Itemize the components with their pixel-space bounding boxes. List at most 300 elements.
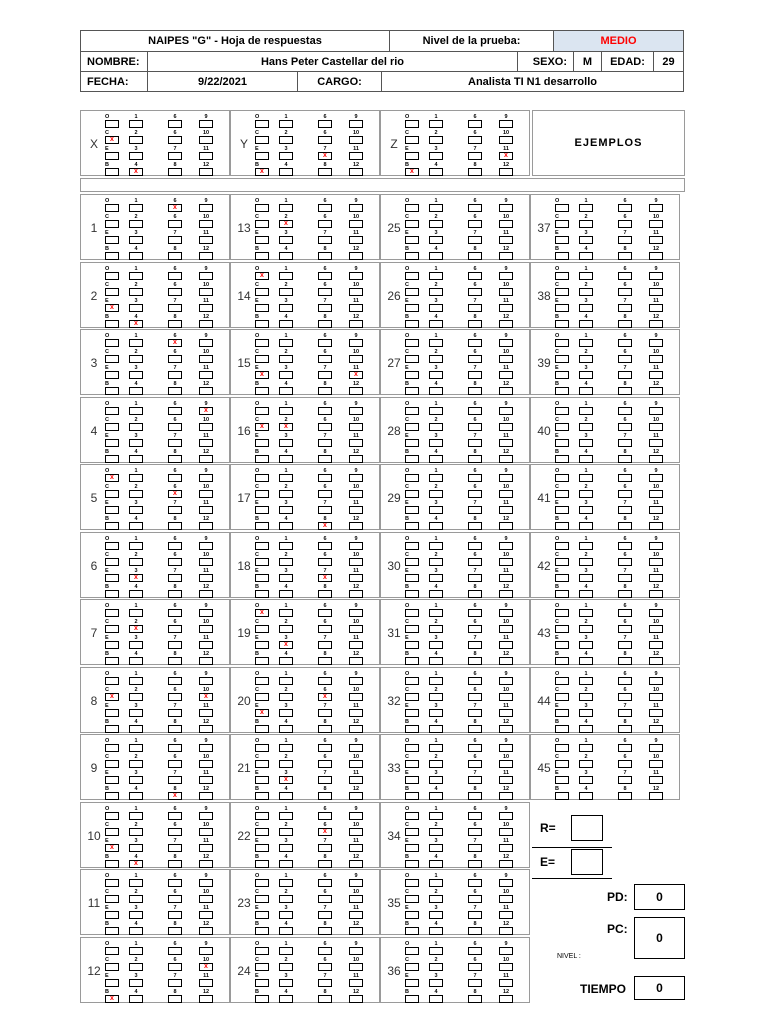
option-box[interactable] [468, 911, 482, 919]
option-box[interactable] [129, 947, 143, 955]
option-box[interactable] [349, 725, 363, 733]
option-box[interactable] [405, 339, 419, 347]
option-box[interactable] [168, 542, 182, 550]
option-box[interactable] [199, 522, 213, 530]
option-box[interactable] [499, 812, 513, 820]
option-box[interactable] [618, 407, 632, 415]
option-box[interactable] [279, 947, 293, 955]
option-box[interactable] [105, 204, 119, 212]
option-box[interactable] [168, 828, 182, 836]
option-box[interactable] [168, 947, 182, 955]
option-box[interactable] [199, 709, 213, 717]
option-box[interactable] [279, 272, 293, 280]
option-box[interactable] [468, 641, 482, 649]
option-box[interactable] [199, 506, 213, 514]
option-box[interactable] [429, 371, 443, 379]
option-box[interactable] [349, 693, 363, 701]
option-box[interactable] [349, 522, 363, 530]
option-box[interactable] [255, 895, 269, 903]
option-box[interactable] [349, 236, 363, 244]
option-box[interactable] [468, 979, 482, 987]
option-box[interactable] [105, 168, 119, 176]
option-box[interactable] [579, 455, 593, 463]
option-box[interactable] [499, 506, 513, 514]
option-box[interactable] [405, 776, 419, 784]
option-box[interactable] [618, 522, 632, 530]
option-box[interactable] [105, 220, 119, 228]
option-box[interactable] [349, 387, 363, 395]
option-box[interactable] [579, 641, 593, 649]
option-box[interactable] [649, 709, 663, 717]
option-box[interactable] [129, 979, 143, 987]
option-box[interactable] [318, 455, 332, 463]
option-box[interactable] [168, 725, 182, 733]
option-box[interactable] [105, 677, 119, 685]
option-box[interactable] [468, 423, 482, 431]
option-box[interactable] [579, 574, 593, 582]
option-box[interactable] [555, 625, 569, 633]
option-box[interactable] [199, 812, 213, 820]
option-box[interactable] [255, 590, 269, 598]
option-box[interactable] [168, 812, 182, 820]
option-box[interactable] [618, 320, 632, 328]
option-box[interactable] [618, 204, 632, 212]
option-box[interactable] [555, 252, 569, 260]
option-box[interactable] [429, 355, 443, 363]
option-box[interactable] [255, 320, 269, 328]
option-box[interactable] [129, 439, 143, 447]
option-box[interactable] [499, 895, 513, 903]
option-box[interactable] [255, 677, 269, 685]
option-box[interactable] [199, 574, 213, 582]
option-box[interactable] [468, 927, 482, 935]
option-box[interactable] [649, 744, 663, 752]
option-box[interactable] [129, 709, 143, 717]
option-box[interactable] [429, 272, 443, 280]
option-box[interactable] [429, 677, 443, 685]
option-box[interactable] [579, 288, 593, 296]
option-box[interactable] [279, 252, 293, 260]
option-box[interactable] [318, 355, 332, 363]
option-box[interactable] [349, 760, 363, 768]
option-box[interactable] [129, 927, 143, 935]
option-box[interactable] [129, 776, 143, 784]
option-box[interactable] [105, 506, 119, 514]
option-box[interactable] [579, 725, 593, 733]
option-box[interactable] [468, 272, 482, 280]
option-box[interactable] [555, 522, 569, 530]
option-box[interactable] [349, 792, 363, 800]
option-box[interactable] [499, 220, 513, 228]
option-box[interactable] [579, 387, 593, 395]
option-box[interactable] [318, 168, 332, 176]
option-box[interactable] [618, 236, 632, 244]
option-box[interactable] [429, 252, 443, 260]
option-box[interactable] [129, 744, 143, 752]
option-box[interactable] [349, 625, 363, 633]
option-box[interactable] [555, 609, 569, 617]
option-box[interactable] [579, 423, 593, 431]
option-box[interactable] [579, 657, 593, 665]
option-box[interactable] [468, 625, 482, 633]
option-box[interactable] [468, 609, 482, 617]
option-box[interactable] [405, 506, 419, 514]
option-box[interactable] [199, 725, 213, 733]
option-box[interactable] [255, 474, 269, 482]
option-box[interactable] [649, 355, 663, 363]
option-box[interactable] [499, 120, 513, 128]
option-box[interactable] [168, 625, 182, 633]
option-box[interactable] [168, 927, 182, 935]
option-box[interactable] [255, 760, 269, 768]
option-box[interactable] [129, 792, 143, 800]
option-box[interactable] [105, 120, 119, 128]
option-box[interactable] [255, 439, 269, 447]
option-box[interactable] [255, 387, 269, 395]
option-box[interactable] [429, 236, 443, 244]
option-box[interactable] [255, 828, 269, 836]
option-box[interactable] [429, 963, 443, 971]
option-box[interactable] [199, 911, 213, 919]
option-box[interactable] [429, 844, 443, 852]
option-box[interactable] [405, 542, 419, 550]
option-box[interactable] [429, 641, 443, 649]
option-box[interactable] [318, 911, 332, 919]
option-box[interactable] [429, 455, 443, 463]
option-box[interactable] [429, 120, 443, 128]
option-box[interactable] [255, 455, 269, 463]
option-box[interactable] [349, 927, 363, 935]
option-box[interactable] [405, 709, 419, 717]
option-box[interactable] [255, 792, 269, 800]
option-box[interactable] [318, 760, 332, 768]
option-box[interactable] [349, 590, 363, 598]
option-box[interactable] [199, 490, 213, 498]
option-box[interactable] [255, 288, 269, 296]
option-box[interactable] [405, 744, 419, 752]
option-box[interactable] [279, 455, 293, 463]
option-box[interactable] [168, 355, 182, 363]
option-box[interactable] [349, 744, 363, 752]
option-box[interactable] [555, 371, 569, 379]
option-box[interactable] [199, 625, 213, 633]
option-box[interactable] [579, 776, 593, 784]
option-box[interactable] [279, 136, 293, 144]
option-box[interactable] [255, 252, 269, 260]
option-box[interactable] [349, 860, 363, 868]
option-box[interactable] [199, 947, 213, 955]
option-box[interactable] [429, 927, 443, 935]
option-box[interactable] [555, 339, 569, 347]
option-box[interactable] [429, 439, 443, 447]
option-box[interactable] [429, 423, 443, 431]
option-box[interactable] [318, 725, 332, 733]
option-box[interactable] [168, 152, 182, 160]
option-box[interactable] [105, 979, 119, 987]
option-box[interactable] [405, 590, 419, 598]
option-box[interactable] [468, 204, 482, 212]
option-box[interactable] [499, 995, 513, 1003]
option-box[interactable] [199, 979, 213, 987]
option-box[interactable] [429, 152, 443, 160]
option-box[interactable] [429, 490, 443, 498]
option-box[interactable] [168, 220, 182, 228]
option-box[interactable] [199, 542, 213, 550]
option-box[interactable] [579, 792, 593, 800]
option-box[interactable] [429, 168, 443, 176]
option-box[interactable] [279, 760, 293, 768]
option-box[interactable] [199, 760, 213, 768]
option-box[interactable] [255, 407, 269, 415]
option-box[interactable] [618, 693, 632, 701]
option-box[interactable] [199, 641, 213, 649]
option-box[interactable] [555, 423, 569, 431]
option-box[interactable] [168, 407, 182, 415]
option-box[interactable] [199, 423, 213, 431]
option-box[interactable] [105, 828, 119, 836]
option-box[interactable] [349, 120, 363, 128]
option-box[interactable] [349, 506, 363, 514]
option-box[interactable] [468, 895, 482, 903]
option-box[interactable] [468, 387, 482, 395]
option-box[interactable] [318, 204, 332, 212]
option-box[interactable] [349, 455, 363, 463]
option-box[interactable] [279, 844, 293, 852]
option-box[interactable] [129, 423, 143, 431]
option-box[interactable] [318, 371, 332, 379]
option-box[interactable] [555, 439, 569, 447]
option-box[interactable] [405, 963, 419, 971]
option-box[interactable] [555, 272, 569, 280]
option-box[interactable] [349, 776, 363, 784]
option-box[interactable] [649, 490, 663, 498]
option-box[interactable] [279, 320, 293, 328]
option-box[interactable] [649, 677, 663, 685]
option-box[interactable] [318, 339, 332, 347]
option-box[interactable] [168, 387, 182, 395]
option-box[interactable] [579, 609, 593, 617]
option-box[interactable] [168, 979, 182, 987]
option-box[interactable] [499, 288, 513, 296]
option-box[interactable] [649, 304, 663, 312]
option-box[interactable] [468, 120, 482, 128]
option-box[interactable] [579, 558, 593, 566]
option-box[interactable] [429, 220, 443, 228]
option-box[interactable] [649, 776, 663, 784]
option-box[interactable] [255, 995, 269, 1003]
option-box[interactable] [129, 339, 143, 347]
option-box[interactable] [199, 455, 213, 463]
option-box[interactable] [579, 320, 593, 328]
option-box[interactable] [468, 236, 482, 244]
option-box[interactable] [168, 860, 182, 868]
option-box[interactable] [499, 911, 513, 919]
option-box[interactable] [405, 423, 419, 431]
option-box[interactable] [499, 860, 513, 868]
option-box[interactable] [255, 979, 269, 987]
option-box[interactable] [579, 304, 593, 312]
option-box[interactable] [555, 288, 569, 296]
option-box[interactable] [468, 995, 482, 1003]
option-box[interactable] [105, 252, 119, 260]
option-box[interactable] [168, 288, 182, 296]
option-box[interactable] [555, 387, 569, 395]
option-box[interactable] [199, 844, 213, 852]
option-box[interactable] [349, 947, 363, 955]
option-box[interactable] [199, 339, 213, 347]
option-box[interactable] [318, 625, 332, 633]
option-box[interactable] [579, 693, 593, 701]
option-box[interactable] [468, 879, 482, 887]
option-box[interactable] [499, 558, 513, 566]
option-box[interactable] [255, 844, 269, 852]
option-box[interactable] [168, 120, 182, 128]
option-box[interactable] [318, 677, 332, 685]
option-box[interactable] [555, 590, 569, 598]
option-box[interactable] [649, 288, 663, 296]
option-box[interactable] [618, 439, 632, 447]
option-box[interactable] [279, 304, 293, 312]
option-box[interactable] [255, 641, 269, 649]
option-box[interactable] [105, 574, 119, 582]
option-box[interactable] [349, 558, 363, 566]
option-box[interactable] [168, 168, 182, 176]
option-box[interactable] [618, 272, 632, 280]
option-box[interactable] [579, 236, 593, 244]
option-box[interactable] [199, 355, 213, 363]
option-box[interactable] [199, 439, 213, 447]
option-box[interactable] [429, 320, 443, 328]
option-box[interactable] [618, 709, 632, 717]
option-box[interactable] [349, 844, 363, 852]
option-box[interactable] [199, 860, 213, 868]
option-box[interactable] [429, 407, 443, 415]
option-box[interactable] [618, 304, 632, 312]
option-box[interactable] [168, 252, 182, 260]
option-box[interactable] [318, 844, 332, 852]
option-box[interactable] [579, 490, 593, 498]
option-box[interactable] [168, 136, 182, 144]
option-box[interactable] [499, 355, 513, 363]
option-box[interactable] [199, 236, 213, 244]
option-box[interactable] [279, 339, 293, 347]
option-box[interactable] [129, 522, 143, 530]
option-box[interactable] [105, 288, 119, 296]
option-box[interactable] [168, 744, 182, 752]
option-box[interactable] [168, 522, 182, 530]
option-box[interactable] [649, 625, 663, 633]
option-box[interactable] [349, 439, 363, 447]
option-box[interactable] [405, 677, 419, 685]
option-box[interactable] [105, 522, 119, 530]
option-box[interactable] [105, 542, 119, 550]
option-box[interactable] [279, 625, 293, 633]
option-box[interactable] [405, 609, 419, 617]
option-box[interactable] [168, 776, 182, 784]
option-box[interactable] [468, 371, 482, 379]
option-box[interactable] [468, 947, 482, 955]
option-box[interactable] [649, 423, 663, 431]
option-box[interactable] [405, 812, 419, 820]
option-box[interactable] [279, 911, 293, 919]
option-box[interactable] [649, 657, 663, 665]
option-box[interactable] [468, 776, 482, 784]
option-box[interactable] [429, 979, 443, 987]
option-box[interactable] [168, 895, 182, 903]
option-box[interactable] [279, 895, 293, 903]
option-box[interactable] [129, 272, 143, 280]
option-box[interactable] [499, 947, 513, 955]
option-box[interactable] [318, 288, 332, 296]
option-box[interactable] [129, 371, 143, 379]
option-box[interactable] [405, 474, 419, 482]
option-box[interactable] [649, 760, 663, 768]
option-box[interactable] [649, 204, 663, 212]
option-box[interactable] [618, 339, 632, 347]
option-box[interactable] [499, 304, 513, 312]
option-box[interactable] [129, 387, 143, 395]
option-box[interactable] [468, 506, 482, 514]
option-box[interactable] [168, 236, 182, 244]
option-box[interactable] [499, 168, 513, 176]
option-box[interactable] [429, 339, 443, 347]
option-box[interactable] [649, 609, 663, 617]
option-box[interactable] [129, 590, 143, 598]
option-box[interactable] [468, 304, 482, 312]
option-box[interactable] [405, 760, 419, 768]
option-box[interactable] [579, 709, 593, 717]
option-box[interactable] [579, 744, 593, 752]
option-box[interactable] [429, 725, 443, 733]
option-box[interactable] [555, 220, 569, 228]
option-box[interactable] [199, 152, 213, 160]
option-box[interactable] [618, 609, 632, 617]
option-box[interactable] [199, 895, 213, 903]
option-box[interactable] [279, 120, 293, 128]
option-box[interactable] [405, 895, 419, 903]
option-box[interactable] [579, 339, 593, 347]
option-box[interactable] [579, 522, 593, 530]
option-box[interactable] [649, 371, 663, 379]
option-box[interactable] [555, 355, 569, 363]
option-box[interactable] [105, 439, 119, 447]
option-box[interactable] [318, 812, 332, 820]
option-box[interactable] [349, 641, 363, 649]
option-box[interactable] [199, 657, 213, 665]
option-box[interactable] [199, 776, 213, 784]
option-box[interactable] [199, 304, 213, 312]
option-box[interactable] [199, 371, 213, 379]
option-box[interactable] [429, 911, 443, 919]
option-box[interactable] [618, 725, 632, 733]
option-box[interactable] [318, 657, 332, 665]
option-box[interactable] [199, 828, 213, 836]
option-box[interactable] [168, 439, 182, 447]
option-box[interactable] [199, 204, 213, 212]
option-box[interactable] [429, 657, 443, 665]
option-box[interactable] [318, 709, 332, 717]
option-box[interactable] [618, 490, 632, 498]
option-box[interactable] [105, 272, 119, 280]
option-box[interactable] [199, 252, 213, 260]
option-box[interactable] [649, 542, 663, 550]
option-box[interactable] [499, 709, 513, 717]
option-box[interactable] [555, 574, 569, 582]
option-box[interactable] [255, 879, 269, 887]
option-box[interactable] [255, 236, 269, 244]
option-box[interactable] [429, 895, 443, 903]
option-box[interactable] [649, 407, 663, 415]
